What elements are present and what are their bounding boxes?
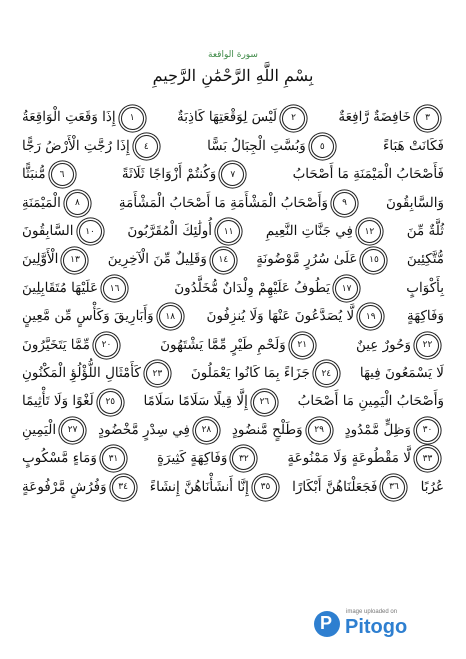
verse-segment [22, 447, 130, 470]
verse-line [22, 246, 444, 274]
verse-text: وَفُرُشٍ مَّرْفُوعَةٍ [22, 478, 107, 495]
ayah-number-marker: ٥ [311, 135, 334, 158]
verse-segment [127, 220, 245, 243]
verse-text: لَيْسَ لِوَقْعَتِهَا كَاذِبَةٌ [177, 109, 278, 126]
verse-segment [122, 163, 249, 186]
ayah-number-marker: ١٧ [335, 277, 358, 300]
verse-segment [22, 277, 131, 300]
ayah-number-marker: ١٠ [79, 220, 102, 243]
verse-segment [293, 168, 444, 182]
ayah-number-marker: ٢ [282, 107, 305, 130]
verse-text: فَكَانَتْ هَبَاءً [383, 137, 444, 154]
ayah-number-marker: ٧ [221, 163, 244, 186]
verse-text: وَظِلٍّ مَّمْدُودٍ [344, 421, 411, 438]
verse-text: وَفَاكِهَةٍ كَثِيرَةٍ [156, 450, 228, 467]
verse-lines [22, 104, 444, 501]
verse-segment [22, 391, 127, 414]
verse-segment [150, 476, 282, 499]
verse-segment [22, 419, 89, 442]
verse-text: عَلَىٰ سُرُرٍ مَّوْضُونَةٍ [256, 251, 358, 268]
verse-text: وَبُسَّتِ الْجِبَالُ بَسًّا [207, 137, 306, 154]
verse-text: فِي سِدْرٍ مَّخْضُودٍ [98, 421, 190, 438]
verse-segment [98, 419, 223, 442]
verse-text: لَغْوًا وَلَا تَأْثِيمًا [22, 393, 94, 410]
watermark-brand: Pitogo [345, 616, 408, 638]
ayah-number-marker: ٢٣ [146, 362, 169, 385]
verse-line [22, 132, 444, 160]
verse-segment [22, 192, 94, 215]
verse-text: إِنَّا أَنشَأْنَاهُنَّ إِنشَاءً [149, 478, 249, 495]
verse-segment [177, 107, 310, 130]
verse-segment [292, 476, 410, 499]
verse-line [22, 303, 444, 331]
verse-text: فَجَعَلْنَاهُنَّ أَبْكَارًا [292, 478, 378, 495]
ayah-number-marker: ١٨ [159, 305, 182, 328]
pitogo-watermark [314, 605, 442, 645]
ayah-number-marker: ٤ [135, 135, 158, 158]
verse-text: الْيَمِينِ [22, 421, 57, 438]
verse-text: يَطُوفُ عَلَيْهِمْ وِلْدَانٌ مُّخَلَّدُونَ [174, 279, 331, 296]
verse-segment [407, 310, 444, 324]
verse-segment [160, 334, 319, 357]
ayah-number-marker: ١٣ [63, 249, 86, 272]
pitogo-logo-icon: P [314, 611, 340, 637]
verse-text: وَحُورٌ عِينٌ [355, 336, 411, 353]
verse-segment [22, 135, 163, 158]
verse-text: وَطَلْحٍ مَّنضُودٍ [231, 421, 303, 438]
ayah-number-marker: ١٢ [358, 220, 381, 243]
verse-segment [287, 447, 444, 470]
verse-text: خَافِضَةٌ رَّافِعَةٌ [338, 109, 411, 126]
ayah-number-marker: ٢٠ [95, 334, 118, 357]
verse-text: بِأَكْوَابٍ [406, 279, 444, 296]
verse-segment [420, 478, 444, 495]
verse-segment [298, 395, 444, 409]
verse-text: مُّنبَثًّا [22, 166, 46, 183]
verse-text: ثُلَّةٌ مِّنَ [406, 223, 444, 239]
verse-text: لَّا يُصَدَّعُونَ عَنْهَا وَلَا يُنزِفُونَ [206, 308, 355, 325]
ayah-number-marker: ٣٥ [254, 476, 277, 499]
verse-segment [174, 277, 363, 300]
ayah-number-marker: ١ [121, 107, 144, 130]
verse-text: عُرُبًا [420, 478, 444, 495]
verse-segment [207, 135, 339, 158]
verse-segment [256, 249, 390, 272]
verse-segment [385, 194, 444, 211]
verse-segment [157, 447, 260, 470]
verse-segment [407, 253, 444, 267]
ayah-number-marker: ٩ [333, 192, 356, 215]
verse-text: السَّابِقُونَ [22, 223, 74, 239]
verse-line [22, 473, 444, 501]
verse-line [22, 360, 444, 388]
verse-text: وَلَحْمِ طَيْرٍ مِّمَّا يَشْتَهُونَ [160, 336, 286, 353]
verse-segment [144, 391, 281, 414]
verse-text: عَلَيْهَا مُتَقَابِلِينَ [22, 279, 99, 296]
verse-text: لَّا مَقْطُوعَةٍ وَلَا مَمْنُوعَةٍ [287, 450, 411, 467]
verse-line [22, 104, 444, 132]
verse-segment [266, 220, 386, 243]
verse-text: لَا يَسْمَعُونَ فِيهَا [359, 364, 444, 381]
ayah-number-marker: ٣ [416, 107, 439, 130]
verse-line [22, 331, 444, 359]
ayah-number-marker: ١٦ [103, 277, 126, 300]
verse-text: إِلَّا قِيلًا سَلَامًا سَلَامًا [143, 393, 248, 410]
verse-segment [345, 419, 444, 442]
verse-segment [22, 334, 123, 357]
verse-segment [407, 225, 444, 239]
ayah-number-marker: ٣٣ [416, 447, 439, 470]
verse-segment [359, 364, 444, 381]
verse-segment [22, 163, 79, 186]
verse-segment [232, 419, 336, 442]
ayah-number-marker: ١٩ [359, 305, 382, 328]
watermark-caption: image uploaded on [346, 609, 398, 615]
verse-segment [22, 220, 107, 243]
ayah-number-marker: ٢٨ [195, 419, 218, 442]
verse-text: إِذَا رُجَّتِ الْأَرْضُ رَجًّا [22, 137, 130, 154]
verse-text: جَزَاءً بِمَا كَانُوا يَعْمَلُونَ [190, 364, 310, 381]
verse-line [22, 161, 444, 189]
verse-text: وَفَاكِهَةٍ [407, 308, 444, 325]
verse-text: مُّتَّكِئِينَ [406, 251, 444, 268]
verse-line [22, 189, 444, 217]
verse-text: الْأَوَّلِينَ [22, 251, 59, 268]
ayah-number-marker: ١٤ [212, 249, 235, 272]
ayah-number-marker: ٣١ [102, 447, 125, 470]
verse-text: مِّمَّا يَتَخَيَّرُونَ [22, 336, 90, 353]
verse-segment [22, 305, 187, 328]
verse-line [22, 218, 444, 246]
ayah-number-marker: ٣٤ [112, 476, 135, 499]
verse-text: وَمَاءٍ مَّسْكُوبٍ [22, 450, 97, 467]
verse-text: فِي جَنَّاتِ النَّعِيمِ [265, 223, 353, 239]
ayah-number-marker: ١٥ [362, 249, 385, 272]
ayah-number-marker: ٨ [66, 192, 89, 215]
verse-segment [356, 334, 444, 357]
verse-line [22, 445, 444, 473]
verse-text: وَأَصْحَابُ الْمَشْأَمَةِ مَا أَصْحَابُ الْمَشْأَمَةِ [118, 194, 328, 211]
ayah-number-marker: ٢٥ [99, 391, 122, 414]
verse-text: وَكُنتُمْ أَزْوَاجًا ثَلَاثَةً [121, 166, 217, 183]
ayah-number-marker: ٢٧ [61, 419, 84, 442]
verse-line [22, 416, 444, 444]
verse-text: وَأَصْحَابُ الْيَمِينِ مَا أَصْحَابُ [297, 393, 444, 410]
verse-segment [108, 249, 240, 272]
verse-text: وَأَبَارِيقَ وَكَأْسٍ مِّن مَّعِينٍ [22, 308, 154, 325]
ayah-number-marker: ٦ [51, 163, 74, 186]
verse-text: وَالسَّابِقُونَ [385, 194, 444, 211]
verse-text: الْمَيْمَنَةِ [22, 194, 61, 211]
ayah-number-marker: ٢٦ [253, 391, 276, 414]
verse-segment [22, 249, 91, 272]
verse-text: كَأَمْثَالِ اللُّؤْلُؤِ الْمَكْنُونِ [22, 364, 141, 381]
ayah-number-marker: ١١ [217, 220, 240, 243]
ayah-number-marker: ٣٠ [416, 419, 439, 442]
verse-segment [22, 476, 140, 499]
verse-text: فَأَصْحَابُ الْمَيْمَنَةِ مَا أَصْحَابُ [292, 166, 444, 183]
verse-segment [338, 107, 444, 130]
verse-segment [22, 107, 149, 130]
verse-text: إِذَا وَقَعَتِ الْوَاقِعَةُ [22, 109, 116, 126]
sura-title: سورة الواقعة [208, 50, 258, 60]
verse-segment [406, 279, 444, 296]
verse-segment [207, 305, 388, 328]
verse-line [22, 274, 444, 302]
verse-segment [383, 137, 444, 154]
verse-line [22, 388, 444, 416]
verse-text: وَقَلِيلٌ مِّنَ الْآخِرِينَ [107, 251, 207, 268]
ayah-number-marker: ٢١ [291, 334, 314, 357]
verse-segment [191, 362, 343, 385]
verse-segment [22, 362, 174, 385]
ayah-number-marker: ٣٦ [382, 476, 405, 499]
ayah-number-marker: ٢٩ [308, 419, 331, 442]
basmala: بِسْمِ اللَّهِ الرَّحْمَٰنِ الرَّحِيمِ [152, 66, 314, 85]
ayah-number-marker: ٣٢ [232, 447, 255, 470]
ayah-number-marker: ٢٤ [315, 362, 338, 385]
ayah-number-marker: ٢٢ [416, 334, 439, 357]
verse-text: أُولَٰئِكَ الْمُقَرَّبُونَ [127, 223, 213, 239]
verse-segment [119, 192, 361, 215]
